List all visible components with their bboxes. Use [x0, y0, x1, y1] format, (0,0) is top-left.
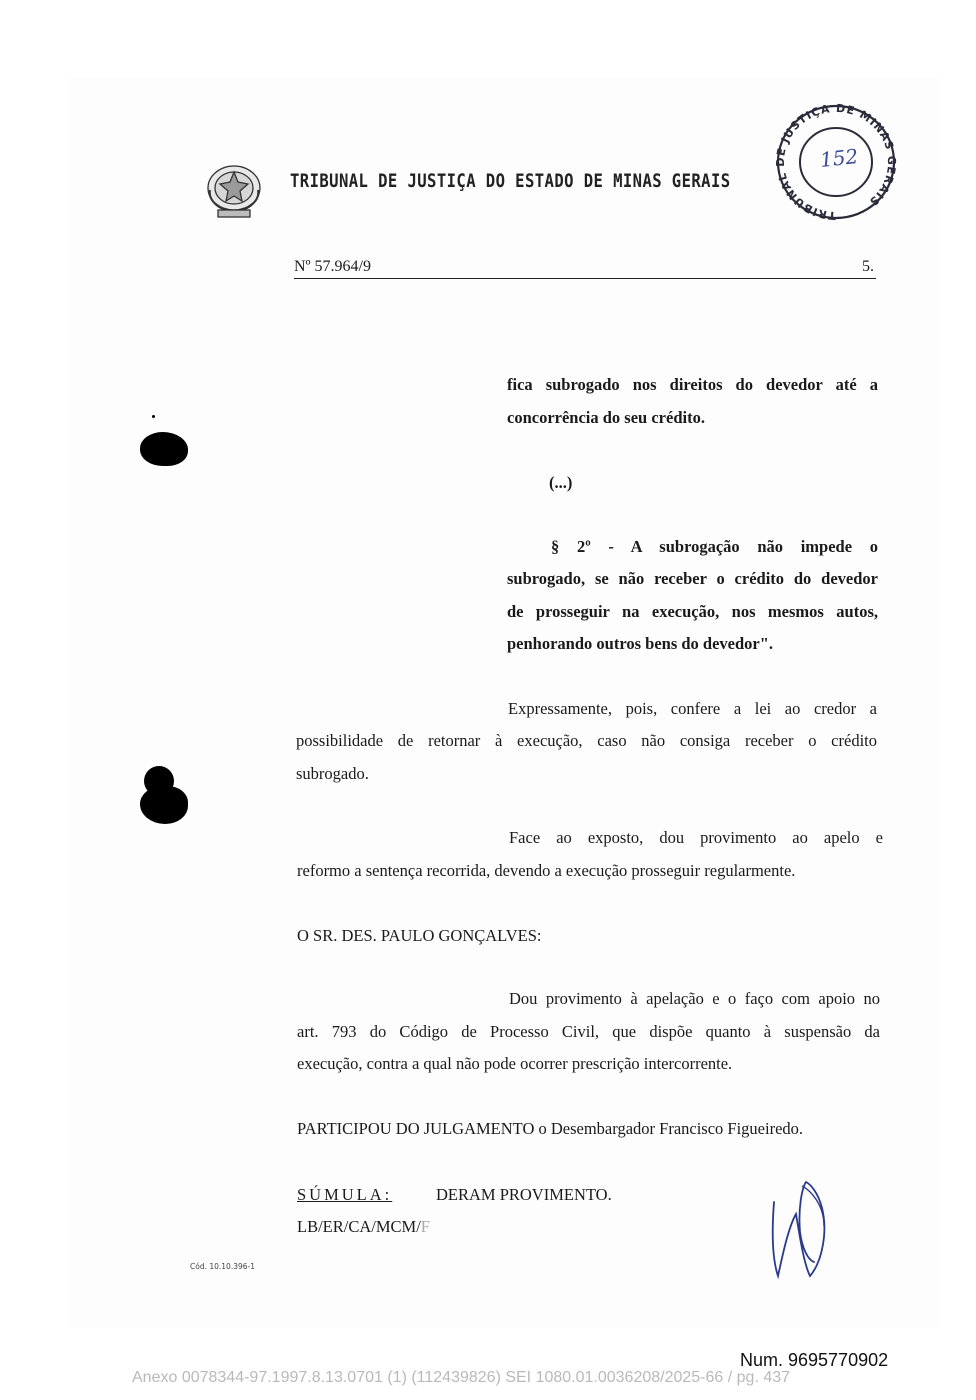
punch-hole-top-dot [152, 415, 155, 418]
coat-of-arms-icon [204, 160, 264, 222]
para2-line-2: subrogado, se não receber o crédito do devedor [507, 569, 878, 588]
dou-line-3: execução, contra a qual não pode ocorrer prescrição intercorrente. [297, 1054, 733, 1073]
para2-line-3: de prosseguir na execução, nos mesmos autos, [507, 602, 878, 621]
stamp-ring-text: TRIBUNAL DE JUSTIÇA DE MINAS GERAIS [774, 101, 899, 222]
form-code: Cód. 10.10.396-1 [190, 1262, 256, 1271]
footer-num: Num. 9695770902 [740, 1350, 889, 1370]
para2-line-1: § 2º - A subrogação não impede o [551, 537, 878, 556]
face-line-2: reformo a sentença recorrida, devendo a execução prosseguir regularmente. [297, 861, 796, 880]
court-title: TRIBUNAL DE JUSTIÇA DO ESTADO DE MINAS GERAIS [290, 170, 731, 192]
footer-anexo: Anexo 0078344-97.1997.8.13.0701 (1) (112439826) SEI 1080.01.0036208/2025-66 / pg. 437 [132, 1369, 791, 1386]
process-number: Nº 57.964/9 [294, 258, 371, 275]
dou-line-2: art. 793 do Código de Processo Civil, que dispõe quanto à suspensão da [297, 1022, 880, 1041]
initials-line [297, 1211, 430, 1243]
face-line-1: Face ao exposto, dou provimento ao apelo e [509, 828, 883, 847]
tribunal-stamp [772, 100, 900, 222]
quote-line-2: concorrência do seu crédito. [507, 408, 705, 427]
quote-ellipsis: (...) [549, 473, 573, 492]
punch-hole-top [140, 432, 188, 466]
expr-line-3: subrogado. [296, 764, 369, 783]
page-marker: 5. [862, 258, 874, 275]
initials-tail: F [420, 1217, 430, 1236]
signature-icon [766, 1178, 832, 1282]
speaker-heading: O SR. DES. PAULO GONÇALVES: [297, 926, 542, 945]
initials-text: LB/ER/CA/MCM/ [297, 1217, 421, 1236]
expr-line-2: possibilidade de retornar à execução, caso não consiga receber o crédito [296, 731, 877, 750]
stamp-handwritten-number: 152 [818, 144, 860, 172]
dou-line-1: Dou provimento à apelação e o faço com apoio no [509, 989, 880, 1008]
sumula-label: SÚMULA: [297, 1185, 393, 1204]
punch-hole-bottom-2 [140, 786, 188, 824]
process-number-line [294, 258, 876, 279]
quote-line-1: fica subrogado nos direitos do devedor até a [507, 375, 878, 394]
expr-line-1: Expressamente, pois, confere a lei ao credor a [508, 699, 877, 718]
sumula-text: DERAM PROVIMENTO. [436, 1185, 612, 1204]
participou-line: PARTICIPOU DO JULGAMENTO o Desembargador Francisco Figueiredo. [297, 1119, 804, 1138]
para2-line-4: penhorando outros bens do devedor". [507, 634, 774, 653]
